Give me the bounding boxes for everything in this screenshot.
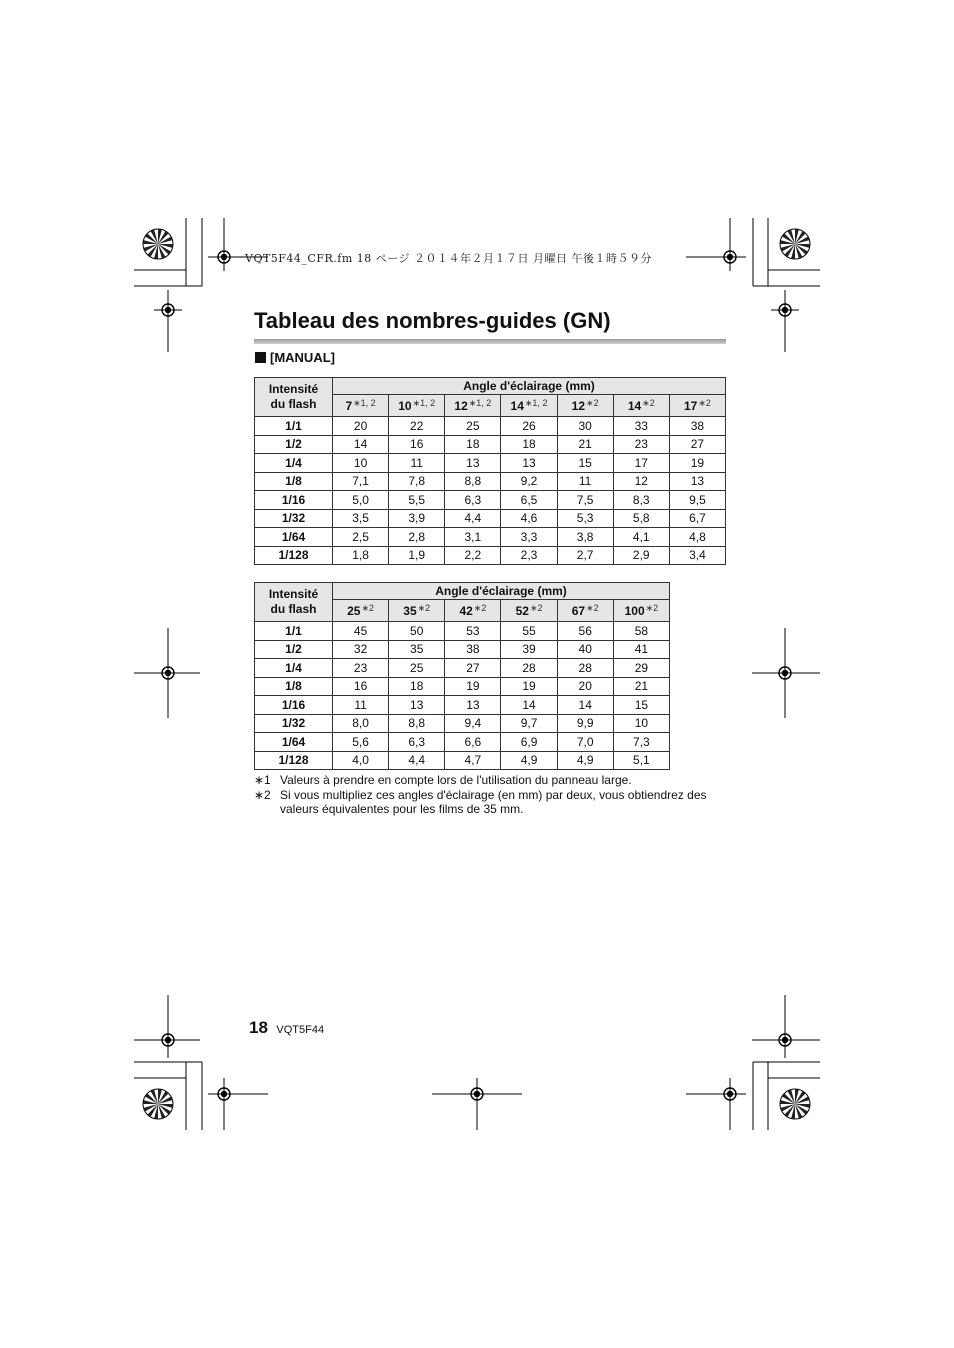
guide-number-cell: 10: [613, 714, 669, 733]
guide-number-cell: 3,1: [445, 528, 501, 547]
angle-header: [389, 395, 445, 417]
angle-value: 25: [347, 604, 361, 618]
angle-header: [445, 600, 501, 622]
angle-value: 12: [454, 399, 468, 413]
guide-number-cell: 41: [613, 640, 669, 659]
guide-number-cell: 25: [445, 417, 501, 436]
guide-number-cell: 22: [389, 417, 445, 436]
angle-value: 42: [459, 604, 473, 618]
flash-intensity-cell: 1/2: [255, 435, 333, 454]
guide-number-cell: 4,1: [613, 528, 669, 547]
guide-number-cell: 45: [333, 622, 389, 641]
guide-number-cell: 5,0: [333, 491, 389, 510]
guide-number-cell: 6,6: [445, 733, 501, 752]
angle-value: 52: [515, 604, 529, 618]
angle-header: [613, 395, 669, 417]
table-row: [255, 546, 726, 565]
guide-number-cell: 2,7: [557, 546, 613, 565]
guide-number-cell: 2,3: [501, 546, 557, 565]
guide-number-cell: 19: [501, 677, 557, 696]
angle-header: [613, 600, 669, 622]
section-label: [MANUAL]: [270, 350, 335, 365]
guide-number-cell: 12: [613, 472, 669, 491]
footnotes: [254, 773, 734, 817]
guide-number-cell: 4,6: [501, 509, 557, 528]
guide-number-cell: 2,2: [445, 546, 501, 565]
footnote-text: Si vous multipliez ces angles d'éclairage (en mm) par deux, vous obtiendrez des valeurs équivalentes pour les films de 35 mm.: [280, 787, 707, 816]
guide-number-cell: 4,9: [501, 751, 557, 770]
guide-number-cell: 6,9: [501, 733, 557, 752]
table-row: [255, 714, 670, 733]
guide-number-cell: 9,9: [557, 714, 613, 733]
guide-number-cell: 13: [445, 696, 501, 715]
guide-number-cell: 29: [613, 659, 669, 678]
print-file-header: VQT5F44_CFR.fm 18 ページ ２０１４年２月１７日 月曜日 午後１時５９分: [245, 252, 653, 265]
corner-line-1: Intensité: [268, 587, 319, 601]
guide-number-cell: 4,9: [557, 751, 613, 770]
guide-number-table-1: [254, 377, 726, 565]
guide-number-cell: 11: [557, 472, 613, 491]
footnote: [254, 788, 734, 817]
flash-intensity-cell: 1/32: [255, 714, 333, 733]
table-row: [255, 677, 670, 696]
guide-number-cell: 7,5: [557, 491, 613, 510]
flash-intensity-cell: 1/128: [255, 546, 333, 565]
guide-number-cell: 9,5: [669, 491, 725, 510]
footnote-text: Valeurs à prendre en compte lors de l'utilisation du panneau large.: [280, 773, 632, 787]
angle-footnote-ref: ∗2: [586, 603, 599, 613]
angle-header: [669, 395, 725, 417]
angle-value: 67: [571, 604, 586, 618]
guide-number-cell: 19: [669, 454, 725, 473]
guide-number-cell: 27: [669, 435, 725, 454]
flash-intensity-header: [255, 583, 333, 622]
angle-footnote-ref: ∗2: [361, 603, 375, 613]
flash-intensity-cell: 1/1: [255, 622, 333, 641]
guide-number-cell: 16: [333, 677, 389, 696]
guide-number-cell: 6,7: [669, 509, 725, 528]
guide-number-cell: 18: [389, 677, 445, 696]
guide-number-cell: 23: [333, 659, 389, 678]
flash-intensity-cell: 1/16: [255, 491, 333, 510]
corner-line-1: Intensité: [268, 382, 319, 396]
flash-intensity-cell: 1/8: [255, 677, 333, 696]
guide-number-cell: 14: [501, 696, 557, 715]
footnote-mark: ∗2: [254, 787, 271, 802]
page-title: Tableau des nombres-guides (GN): [254, 308, 611, 333]
guide-number-cell: 53: [445, 622, 501, 641]
flash-intensity-cell: 1/1: [255, 417, 333, 436]
guide-number-cell: 1,9: [389, 546, 445, 565]
table-row: [255, 417, 726, 436]
angle-value: 35: [403, 604, 417, 618]
guide-number-cell: 38: [669, 417, 725, 436]
guide-number-cell: 15: [557, 454, 613, 473]
guide-number-cell: 35: [389, 640, 445, 659]
guide-number-cell: 5,5: [389, 491, 445, 510]
table-row: [255, 454, 726, 473]
angle-value: 7: [345, 399, 353, 413]
angle-footnote-ref: ∗1, 2: [524, 398, 548, 408]
guide-number-cell: 38: [445, 640, 501, 659]
guide-number-cell: 28: [501, 659, 557, 678]
angle-value: 10: [398, 399, 412, 413]
page-footer: [249, 1018, 324, 1038]
guide-number-cell: 3,3: [501, 528, 557, 547]
guide-number-cell: 13: [501, 454, 557, 473]
angle-header: [389, 600, 445, 622]
section-heading: [255, 350, 335, 365]
angle-value: 12: [571, 399, 586, 413]
table-row: [255, 622, 670, 641]
angle-value: 17: [683, 399, 698, 413]
guide-number-cell: 18: [501, 435, 557, 454]
angle-header: [557, 395, 613, 417]
guide-number-cell: 6,3: [445, 491, 501, 510]
guide-number-cell: 4,0: [333, 751, 389, 770]
table-row: [255, 696, 670, 715]
guide-number-cell: 28: [557, 659, 613, 678]
table-row: [255, 509, 726, 528]
guide-number-cell: 20: [557, 677, 613, 696]
flash-intensity-cell: 1/2: [255, 640, 333, 659]
angle-header: [501, 600, 557, 622]
table-row: [255, 751, 670, 770]
guide-number-cell: 3,4: [669, 546, 725, 565]
guide-number-cell: 19: [445, 677, 501, 696]
flash-intensity-cell: 1/32: [255, 509, 333, 528]
guide-number-cell: 8,8: [445, 472, 501, 491]
footnote: [254, 773, 734, 788]
page-number: 18: [249, 1018, 268, 1037]
guide-number-cell: 14: [557, 696, 613, 715]
guide-number-cell: 13: [389, 696, 445, 715]
angle-header: [501, 395, 557, 417]
table-row: [255, 528, 726, 547]
guide-number-cell: 4,4: [445, 509, 501, 528]
title-underline: [254, 339, 726, 344]
angle-group-header: Angle d'éclairage (mm): [333, 378, 726, 395]
table-row: [255, 472, 726, 491]
guide-number-table-2: [254, 582, 670, 770]
angle-header: [333, 395, 389, 417]
footnote-mark: ∗1: [254, 773, 271, 787]
corner-line-2: du flash: [270, 397, 317, 411]
angle-value: 14: [627, 399, 642, 413]
flash-intensity-cell: 1/64: [255, 733, 333, 752]
angle-footnote-ref: ∗2: [698, 398, 711, 408]
guide-number-cell: 17: [613, 454, 669, 473]
flash-intensity-cell: 1/4: [255, 454, 333, 473]
guide-number-cell: 50: [389, 622, 445, 641]
table-header-row: [255, 378, 726, 395]
guide-number-cell: 3,9: [389, 509, 445, 528]
guide-number-cell: 32: [333, 640, 389, 659]
flash-intensity-cell: 1/4: [255, 659, 333, 678]
table-row: [255, 435, 726, 454]
angle-group-header: Angle d'éclairage (mm): [333, 583, 670, 600]
guide-number-cell: 4,4: [389, 751, 445, 770]
guide-number-cell: 5,1: [613, 751, 669, 770]
flash-intensity-header: [255, 378, 333, 417]
guide-number-cell: 4,7: [445, 751, 501, 770]
guide-number-cell: 39: [501, 640, 557, 659]
guide-number-cell: 7,0: [557, 733, 613, 752]
flash-intensity-cell: 1/128: [255, 751, 333, 770]
table-row: [255, 640, 670, 659]
table-row: [255, 659, 670, 678]
guide-number-cell: 30: [557, 417, 613, 436]
angle-header: [445, 395, 501, 417]
guide-number-cell: 8,3: [613, 491, 669, 510]
guide-number-cell: 9,2: [501, 472, 557, 491]
angle-header: [557, 600, 613, 622]
guide-number-cell: 27: [445, 659, 501, 678]
angle-footnote-ref: ∗2: [645, 603, 659, 613]
guide-number-cell: 8,8: [389, 714, 445, 733]
guide-number-cell: 9,4: [445, 714, 501, 733]
guide-number-cell: 26: [501, 417, 557, 436]
guide-number-cell: 4,8: [669, 528, 725, 547]
guide-number-cell: 58: [613, 622, 669, 641]
guide-number-cell: 6,5: [501, 491, 557, 510]
guide-number-cell: 7,1: [333, 472, 389, 491]
guide-number-cell: 11: [389, 454, 445, 473]
guide-number-cell: 11: [333, 696, 389, 715]
guide-number-cell: 23: [613, 435, 669, 454]
guide-number-cell: 5,8: [613, 509, 669, 528]
guide-number-cell: 3,5: [333, 509, 389, 528]
guide-number-cell: 21: [613, 677, 669, 696]
guide-number-cell: 33: [613, 417, 669, 436]
angle-footnote-ref: ∗1, 2: [353, 398, 376, 408]
angle-value: 100: [624, 604, 645, 618]
guide-number-cell: 3,8: [557, 528, 613, 547]
corner-line-2: du flash: [270, 602, 317, 616]
angle-footnote-ref: ∗2: [529, 603, 543, 613]
guide-number-cell: 2,5: [333, 528, 389, 547]
table-row: [255, 491, 726, 510]
document-code: VQT5F44: [276, 1024, 325, 1036]
angle-footnote-ref: ∗2: [417, 603, 431, 613]
guide-number-cell: 15: [613, 696, 669, 715]
black-square-icon: [255, 352, 266, 363]
guide-number-cell: 1,8: [333, 546, 389, 565]
flash-intensity-cell: 1/64: [255, 528, 333, 547]
guide-number-cell: 2,8: [389, 528, 445, 547]
guide-number-cell: 16: [389, 435, 445, 454]
table-header-row: [255, 583, 670, 600]
guide-number-cell: 20: [333, 417, 389, 436]
guide-number-cell: 10: [333, 454, 389, 473]
guide-number-cell: 8,0: [333, 714, 389, 733]
flash-intensity-cell: 1/8: [255, 472, 333, 491]
guide-number-cell: 13: [445, 454, 501, 473]
angle-footnote-ref: ∗2: [586, 398, 599, 408]
guide-number-cell: 56: [557, 622, 613, 641]
guide-number-cell: 21: [557, 435, 613, 454]
guide-number-cell: 55: [501, 622, 557, 641]
guide-number-cell: 5,3: [557, 509, 613, 528]
guide-number-cell: 18: [445, 435, 501, 454]
guide-number-cell: 2,9: [613, 546, 669, 565]
guide-number-cell: 9,7: [501, 714, 557, 733]
angle-footnote-ref: ∗1, 2: [468, 398, 492, 408]
guide-number-cell: 14: [333, 435, 389, 454]
angle-value: 14: [510, 399, 524, 413]
guide-number-cell: 5,6: [333, 733, 389, 752]
guide-number-cell: 7,8: [389, 472, 445, 491]
guide-number-cell: 40: [557, 640, 613, 659]
guide-number-cell: 7,3: [613, 733, 669, 752]
angle-footnote-ref: ∗2: [642, 398, 655, 408]
guide-number-cell: 25: [389, 659, 445, 678]
guide-number-cell: 13: [669, 472, 725, 491]
flash-intensity-cell: 1/16: [255, 696, 333, 715]
table-row: [255, 733, 670, 752]
angle-footnote-ref: ∗2: [473, 603, 487, 613]
angle-header: [333, 600, 389, 622]
angle-footnote-ref: ∗1, 2: [412, 398, 436, 408]
guide-number-cell: 6,3: [389, 733, 445, 752]
